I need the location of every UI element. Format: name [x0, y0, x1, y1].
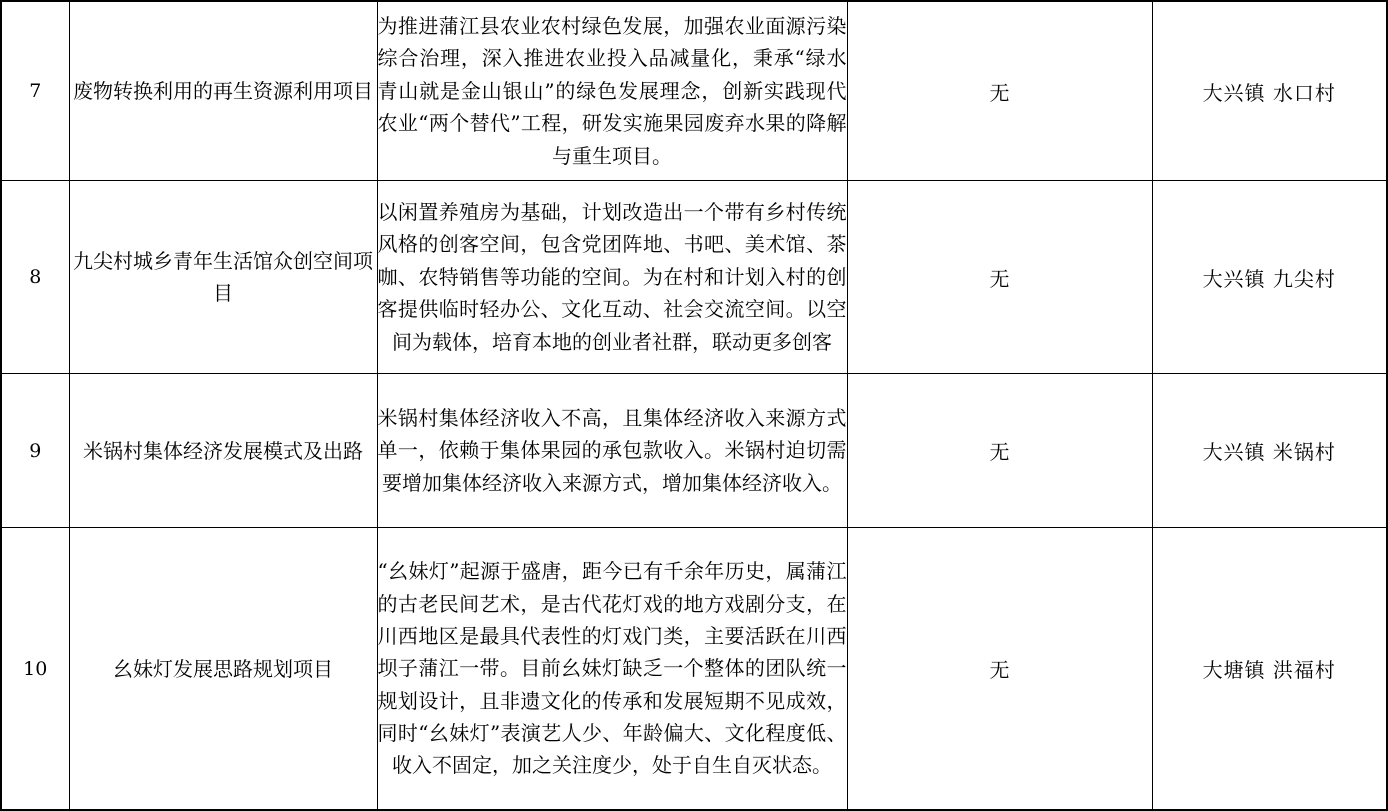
table-row: [1, 374, 1387, 528]
project-description: 米锅村集体经济收入不高，且集体经济收入来源方式单一，依赖于集体果园的承包款收入。米锅村迫切需要增加集体经济收入来源方式，增加集体经济收入。: [377, 374, 847, 528]
project-remark: 无: [847, 1, 1152, 181]
project-remark: 无: [847, 374, 1152, 528]
table-row: [1, 528, 1387, 811]
row-index: 8: [1, 181, 69, 374]
project-description: 以闲置养殖房为基础，计划改造出一个带有乡村传统风格的创客空间，包含党团阵地、书吧、美术馆、茶咖、农特销售等功能的空间。为在村和计划入村的创客提供临时轻办公、文化互动、社会交流空间。以空间为载体，培育本地的创业者社群，联动更多创客: [377, 181, 847, 374]
project-location: 大塘镇 洪福村: [1152, 528, 1387, 811]
project-remark: 无: [847, 528, 1152, 811]
row-index: 9: [1, 374, 69, 528]
project-description: 为推进蒲江县农业农村绿色发展，加强农业面源污染综合治理，深入推进农业投入品减量化，秉承“绿水青山就是金山银山”的绿色发展理念，创新实践现代农业“两个替代”工程，研发实施果园废弃水果的降解与重生项目。: [377, 1, 847, 181]
project-name: 废物转换利用的再生资源利用项目: [69, 1, 377, 181]
table-row: [1, 1, 1387, 181]
row-index: 7: [1, 1, 69, 181]
project-location: 大兴镇 米锅村: [1152, 374, 1387, 528]
project-remark: 无: [847, 181, 1152, 374]
project-location: 大兴镇 九尖村: [1152, 181, 1387, 374]
row-index: 10: [1, 528, 69, 811]
project-location: 大兴镇 水口村: [1152, 1, 1387, 181]
project-description: “幺妹灯”起源于盛唐，距今已有千余年历史，属蒲江的古老民间艺术，是古代花灯戏的地方戏剧分支，在川西地区是最具代表性的灯戏门类，主要活跃在川西坝子蒲江一带。目前幺妹灯缺乏一个整体的团队统一规划设计，且非遗文化的传承和发展短期不见成效，同时“幺妹灯”表演艺人少、年龄偏大、文化程度低、收入不固定，加之关注度少，处于自生自灭状态。: [377, 528, 847, 811]
table-row: [1, 181, 1387, 374]
project-name: 九尖村城乡青年生活馆众创空间项目: [69, 181, 377, 374]
project-name: 幺妹灯发展思路规划项目: [69, 528, 377, 811]
project-name: 米锅村集体经济发展模式及出路: [69, 374, 377, 528]
